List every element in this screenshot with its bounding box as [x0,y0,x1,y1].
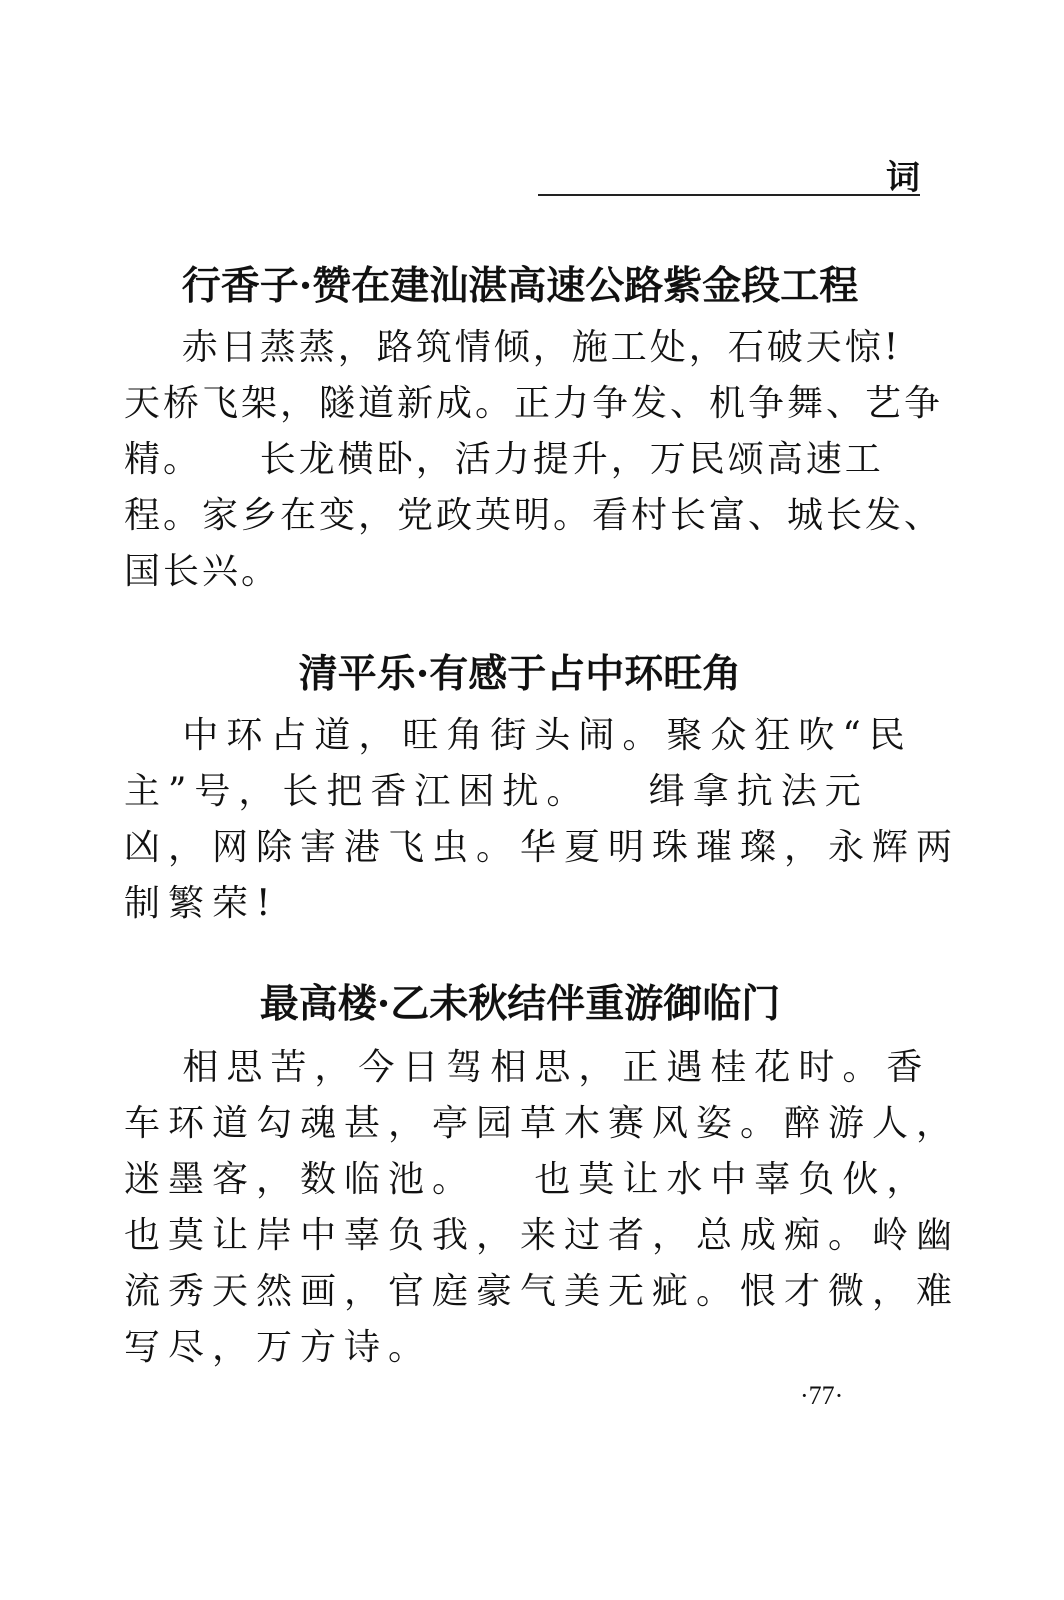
poem-body [124,708,961,932]
poem-line: 流秀天然画，官庭豪气美无疵。恨才微，难 [124,1271,961,1312]
poem-body [124,1040,961,1376]
running-header-section: 词 [886,158,920,198]
poem-line: 中环占道，旺角街头闹。聚众狂吹“民 [124,715,913,756]
poem-body [124,320,944,600]
poem-line: 主”号，长把香江困扰。 缉拿抗法元 [124,771,869,812]
poem-line: 凶，网除害港飞虫。华夏明珠璀璨，永辉两 [124,827,961,868]
poem-line: 精。 长龙横卧，活力提升，万民颂高速工 [124,439,884,480]
poem-line: 车环道勾魂甚，亭园草木赛风姿。醉游人， [124,1103,961,1144]
poem-title: 最高楼·乙未秋结伴重游御临门 [259,981,781,1027]
poem-title: 行香子·赞在建汕湛高速公路紫金段工程 [181,263,859,309]
poem-line: 迷墨客，数临池。 也莫让水中辜负伙， [124,1159,931,1200]
poem-line: 也莫让岸中辜负我，来过者，总成痴。岭幽 [124,1215,961,1256]
poem-title: 清平乐·有感于占中环旺角 [298,651,742,697]
poem-line: 制繁荣! [124,883,279,924]
header-rule [538,194,920,196]
page-number: ·77· [800,1381,844,1410]
poem-line: 程。家乡在变，党政英明。看村长富、城长发、 [124,495,944,536]
poem-line: 赤日蒸蒸，路筑情倾，施工处，石破天惊! [124,327,902,368]
poem-line: 天桥飞架，隧道新成。正力争发、机争舞、艺争 [124,383,944,424]
poem-line: 写尽，万方诗。 [124,1327,433,1368]
poem-line: 国长兴。 [124,551,281,592]
poem-line: 相思苦，今日驾相思，正遇桂花时。香 [124,1047,931,1088]
